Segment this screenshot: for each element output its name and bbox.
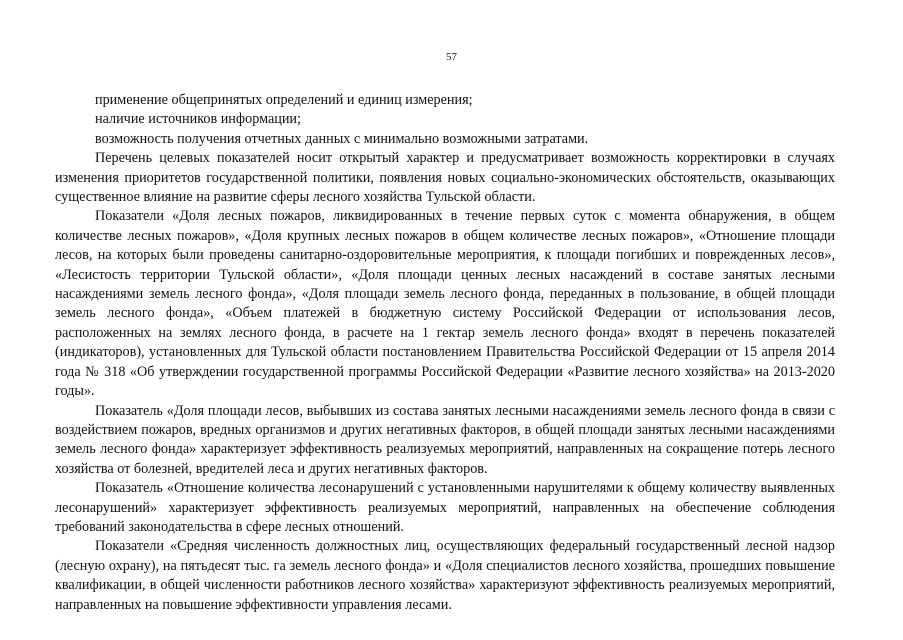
page-number: 57	[446, 51, 457, 63]
document-body	[55, 91, 835, 615]
paragraph-federal-indicators: Показатели «Доля лесных пожаров, ликвидированных в течение первых суток с момента обнаружения, в общем количестве лесных пожаров», «Доля крупных лесных пожаров в общем количестве лесных пожаров», «Отношение площади лесов, на которых были проведены санитарно-оздоровительные мероприятия, к площади погибших и поврежденных лесов», «Лесистость территории Тульской области», «Доля площади ценных лесных насаждений в составе занятых лесными насаждениями земель лесного фонда», «Доля площади земель лесного фонда, переданных в пользование, в общей площади земель лесного фонда», «Объем платежей в бюджетную систему Российской Федерации от использования лесов, расположенных на землях лесного фонда, в расчете на 1 гектар земель лесного фонда» входят в перечень показателей (индикаторов), установленных для Тульской области постановлением Правительства Российской Федерации от 15 апреля 2014 года № 318 «Об утверждении государственной программы Российской Федерации «Развитие лесного хозяйства» на 2013-2020 годы».	[55, 208, 835, 400]
paragraph-indicator-list-openness: Перечень целевых показателей носит открытый характер и предусматривает возможность корректировки в случаях изменения приоритетов государственной политики, появления новых социально-экономических обстоятельств, оказывающих существенное влияние на развитие сферы лесного хозяйства Тульской области.	[55, 150, 835, 206]
list-item: наличие источников информации;	[95, 111, 301, 128]
list-item: применение общепринятых определений и единиц измерения;	[95, 92, 473, 108]
paragraph-staff-indicators: Показатели «Средняя численность должностных лиц, осуществляющих федеральный государственный лесной надзор (лесную охрану), на пятьдесят тыс. га земель лесного фонда» и «Доля специалистов лесного хозяйства, прошедших повышение квалификации, в общей численности работников лесного хозяйства» характеризуют эффективность реализуемых мероприятий, направленных на повышение эффективности управления лесами.	[55, 538, 835, 613]
paragraph-forest-loss-indicator: Показатель «Доля площади лесов, выбывших из состава занятых лесными насаждениями земель лесного фонда в связи с воздействием пожаров, вредных организмов и других негативных факторов, в общей площади занятых лесными насаждениями земель лесного фонда» характеризует эффективность реализуемых мероприятий, направленных на сокращение потерь лесного хозяйства от болезней, вредителей леса и других негативных факторов.	[55, 402, 835, 477]
paragraph-violations-indicator: Показатель «Отношение количества лесонарушений с установленными нарушителями к общему количеству выявленных лесонарушений» характеризует эффективность реализуемых мероприятий, направленных на обеспечение соблюдения требований законодательства в сфере лесных отношений.	[55, 480, 835, 535]
list-item: возможность получения отчетных данных с минимально возможными затратами.	[95, 130, 589, 147]
